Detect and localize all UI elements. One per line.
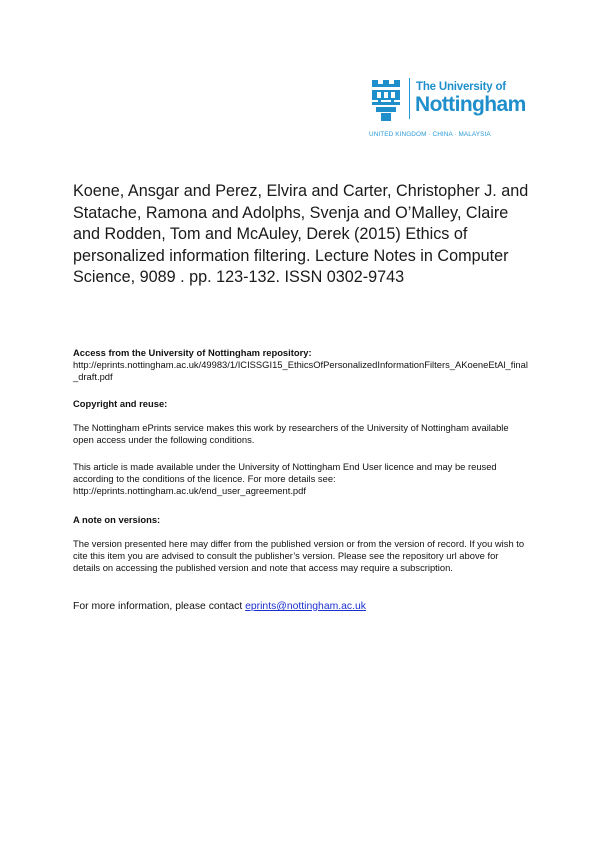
versions-para: The version presented here may differ from the published version or from the version of record. If you wish to cite this item you are advised to consult the publisher’s version. Please see the repository url above for details on accessing the published version and note that access may require a subscription. bbox=[73, 538, 525, 573]
access-heading: Access from the University of Nottingham repository: bbox=[73, 347, 312, 358]
university-crest-icon bbox=[369, 76, 403, 121]
logo-divider bbox=[409, 78, 410, 119]
citation: Koene, Ansgar and Perez, Elvira and Carter, Christopher J. and Statache, Ramona and Adolphs, Svenja and O’Malley, Claire and Rodden, Tom and McAuley, Derek (2015) Ethics of personalized information filtering. Lecture Notes in Computer Science, 9089 . pp. 123-132. ISSN 0302-9743 bbox=[73, 182, 529, 286]
contact-line bbox=[73, 601, 528, 613]
logo-nottingham: Nottingham bbox=[415, 93, 526, 116]
logo-tagline: UNITED KINGDOM · CHINA · MALAYSIA bbox=[369, 131, 491, 138]
university-logo bbox=[369, 76, 529, 146]
repository-url[interactable]: http://eprints.nottingham.ac.uk/49983/1/ICISSGI15_EthicsOfPersonalizedInformationFilters_AKoeneEtAl_final_draft.pdf bbox=[73, 359, 528, 382]
logo-university-of: The University of bbox=[416, 81, 506, 93]
contact-text: For more information, please contact bbox=[73, 601, 246, 612]
copyright-para-2: This article is made available under the University of Nottingham End User licence and may be reused according to the conditions of the licence. For more details see: http://eprints.nottingham.ac.uk/end_user_agreement.pdf bbox=[73, 461, 497, 496]
access-section bbox=[73, 347, 528, 383]
versions-heading: A note on versions: bbox=[73, 514, 161, 525]
contact-email-link[interactable]: eprints@nottingham.ac.uk bbox=[245, 601, 366, 612]
copyright-heading: Copyright and reuse: bbox=[73, 398, 168, 409]
versions-heading-block bbox=[73, 514, 528, 526]
copyright-para-1: The Nottingham ePrints service makes this work by researchers of the University of Nottingham available open access under the following conditions. bbox=[73, 422, 509, 445]
copyright-heading-block bbox=[73, 398, 528, 410]
